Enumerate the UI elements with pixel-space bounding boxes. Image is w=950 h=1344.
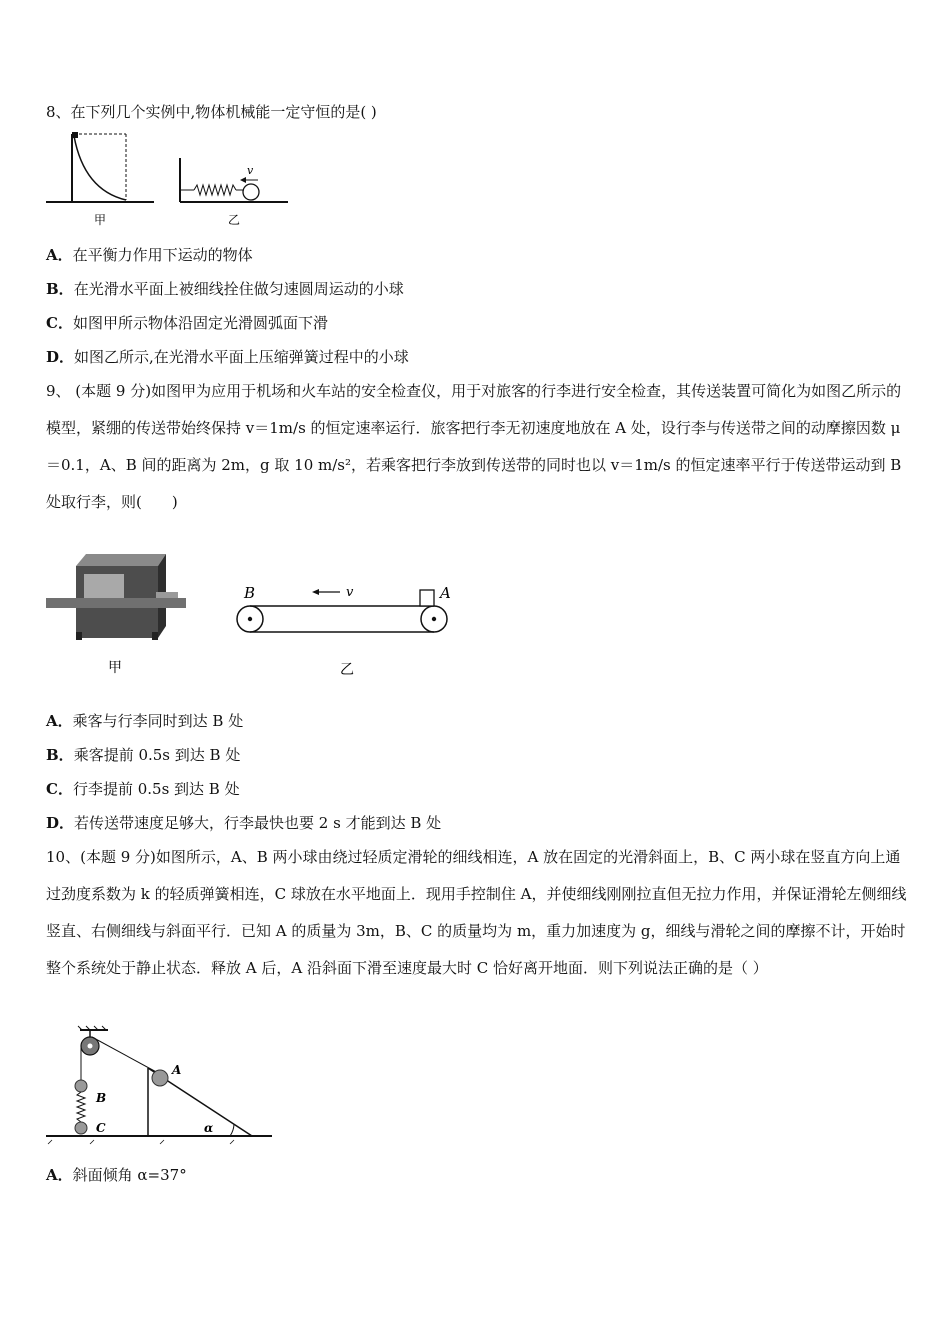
- q8-figure-jia: [46, 132, 154, 227]
- q8-fig-label-jia: 甲: [94, 213, 107, 227]
- label-c: C: [96, 1121, 106, 1135]
- label-a: A: [172, 1063, 182, 1077]
- q9-option-d: D．若传送带速度足够大，行李最快也要 2 s 才能到达 B 处: [46, 814, 442, 832]
- q9-figures: [46, 544, 466, 684]
- q9-option-a: A．乘客与行李同时到达 B 处: [46, 712, 244, 730]
- q9-stem: 9、 (本题 9 分)如图甲为应用于机场和火车站的安全检查仪，用于对旅客的行李进行安全检查，其传送装置可简化为如图乙所示的模型，紧绷的传送带始终保持 v＝1m/s 的恒定速率运行．旅客把行李无初速度地放在 A 处，设行李与传送带之间的动摩擦因数 μ＝0.1，A、B 间的距离为 2m，g 取 10 m/s²，若乘客把行李放到传送带的同时也以 v＝1m/s 的恒定速率平行于传送带运动到 B 处取行李，则( ): [46, 382, 902, 511]
- q9-figure-jia-scanner: [46, 554, 186, 676]
- q8-fig-label-yi: 乙: [228, 213, 241, 227]
- belt-velocity: v: [346, 585, 354, 600]
- belt-label-b: B: [244, 584, 256, 602]
- q10-option-a: A．斜面倾角 α=37°: [46, 1166, 187, 1184]
- q9-fig-label-yi: 乙: [340, 662, 354, 678]
- q8-figures: [44, 128, 294, 230]
- q10-figure: [44, 1024, 276, 1148]
- q9-option-b: B．乘客提前 0.5s 到达 B 处: [46, 746, 241, 764]
- spring: [194, 185, 236, 195]
- luggage-box: [420, 590, 434, 606]
- q8-stem: 8、在下列几个实例中,物体机械能一定守恒的是( ): [46, 103, 377, 121]
- ball-b: [75, 1080, 87, 1092]
- q10-stem: 10、(本题 9 分)如图所示，A、B 两小球由绕过轻质定滑轮的细线相连，A 放在固定的光滑斜面上，B、C 两小球在竖直方向上通过劲度系数为 k 的轻质弹簧相连，C 球放在水平地面上．现用手控制住 A，并使细线刚刚拉直但无拉力作用，并保证滑轮左侧细线竖直、右侧细线与斜面平行．已知 A 的质量为 3m，B、C 的质量均为 m，重力加速度为 g，细线与滑轮之间的摩擦不计，开始时整个系统处于静止状态．释放 A 后，A 沿斜面下滑至速度最大时 C 恰好离开地面．则下列说法正确的是（ ）: [46, 848, 907, 977]
- q9-option-c: C．行李提前 0.5s 到达 B 处: [46, 780, 240, 798]
- q9-fig-label-jia: 甲: [108, 660, 122, 676]
- spring-bc: [77, 1092, 85, 1122]
- label-b: B: [96, 1091, 107, 1105]
- q8-option-a: A．在平衡力作用下运动的物体: [46, 246, 253, 264]
- q8-figure-yi: [180, 158, 288, 227]
- q8-option-b: B．在光滑水平面上被细线拴住做匀速圆周运动的小球: [46, 280, 404, 298]
- q9-figure-yi-belt: [237, 584, 451, 678]
- q8-option-d: D．如图乙所示,在光滑水平面上压缩弹簧过程中的小球: [46, 348, 409, 366]
- ball: [243, 184, 259, 200]
- q8-velocity-symbol: v: [247, 164, 254, 177]
- q8-option-c: C．如图甲所示物体沿固定光滑圆弧面下滑: [46, 314, 328, 332]
- label-alpha: α: [204, 1121, 214, 1135]
- ball-a: [152, 1070, 168, 1086]
- ball-c: [75, 1122, 87, 1134]
- belt-label-a: A: [440, 584, 451, 602]
